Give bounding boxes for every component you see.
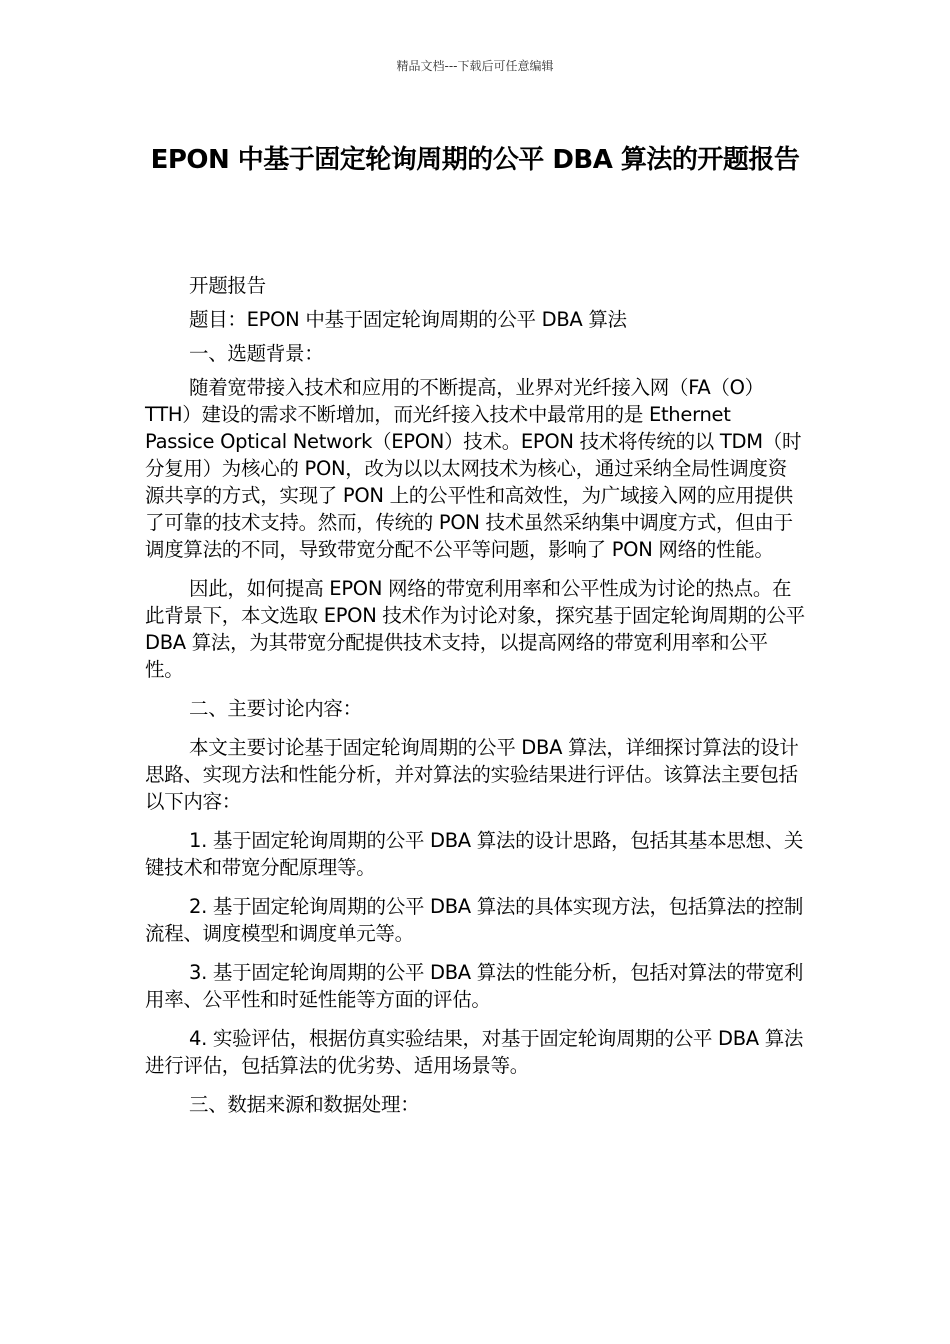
list-item-4: 4. 实验评估，根据仿真实验结果，对基于固定轮询周期的公平 DBA 算法进行评估，包括算法的优劣势、适用场景等。 (145, 1027, 804, 1077)
section-heading-data-source: 三、数据来源和数据处理： (189, 1093, 420, 1116)
paragraph-topic: 题目：EPON 中基于固定轮询周期的公平 DBA 算法 (189, 308, 627, 331)
section-heading-main-content: 二、主要讨论内容： (189, 697, 362, 720)
section-heading-background: 一、选题背景： (189, 342, 324, 365)
header-note: 精品文档---下载后可任意编辑 (396, 59, 554, 73)
paragraph-background-1: 随着宽带接入技术和应用的不断提高，业界对光纤接入网（FA（O）TTH）建设的需求不断增加，而光纤接入技术中最常用的是 Ethernet Passice Optical Network（EPON）技术。EPON 技术将传统的以 TDM（时分复用）为核心的 PON，改为以以太网技术为核心，通过采纳全局性调度资源共享的方式，实现了 PON 上的公平性和高效性，为广域接入网的应用提供了可靠的技术支持。然而，传统的 PON 技术虽然采纳集中调度方式，但由于调度算法的不同，导致带宽分配不公平等问题，影响了 PON 网络的性能。 (145, 376, 802, 561)
paragraph-background-2: 因此，如何提高 EPON 网络的带宽利用率和公平性成为讨论的热点。在此背景下，本文选取 EPON 技术作为讨论对象，探究基于固定轮询周期的公平 DBA 算法，为其带宽分配提供技术支持，以提高网络的带宽利用率和公平性。 (145, 577, 805, 681)
document-body (145, 272, 805, 1130)
list-item-1: 1. 基于固定轮询周期的公平 DBA 算法的设计思路，包括其基本思想、关键技术和带宽分配原理等。 (145, 829, 804, 879)
paragraph-report-label: 开题报告 (189, 274, 266, 297)
document-title: EPON 中基于固定轮询周期的公平 DBA 算法的开题报告 (150, 145, 800, 175)
paragraph-main-content: 本文主要讨论基于固定轮询周期的公平 DBA 算法，详细探讨算法的设计思路、实现方法和性能分析，并对算法的实验结果进行评估。该算法主要包括以下内容： (145, 736, 799, 813)
list-item-2: 2. 基于固定轮询周期的公平 DBA 算法的具体实现方法，包括算法的控制流程、调度模型和调度单元等。 (145, 895, 804, 945)
list-item-3: 3. 基于固定轮询周期的公平 DBA 算法的性能分析，包括对算法的带宽利用率、公平性和时延性能等方面的评估。 (145, 961, 804, 1011)
